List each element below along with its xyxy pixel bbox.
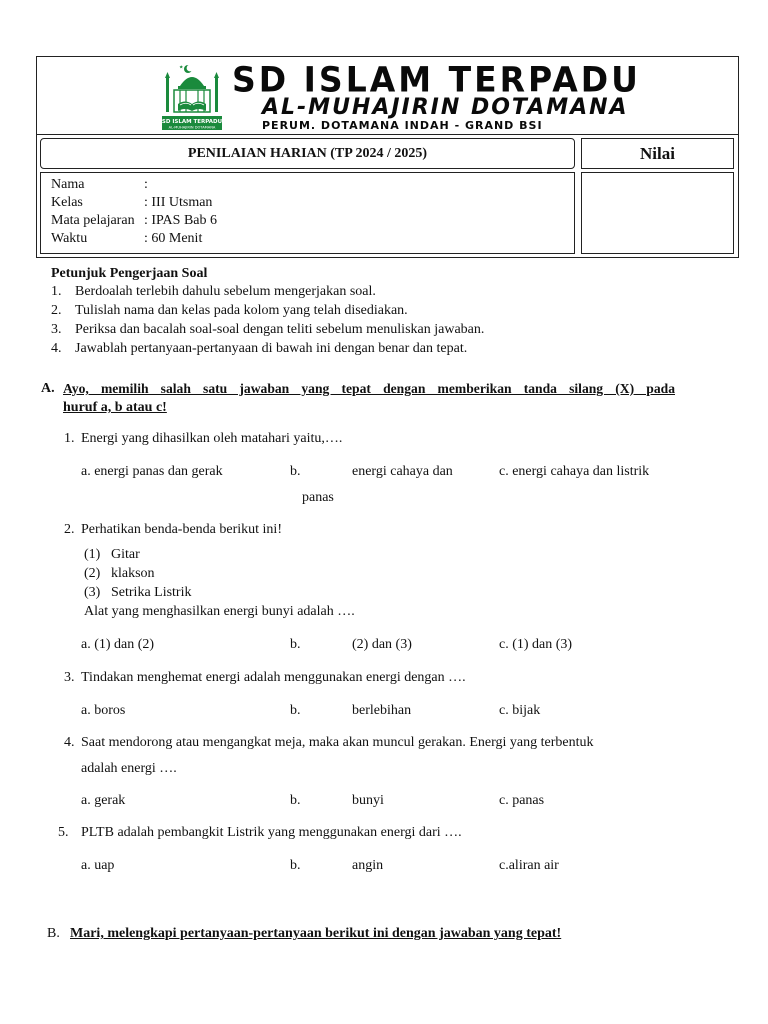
option-a[interactable]: a. uap [81, 858, 115, 873]
option-b[interactable]: (2) dan (3) [352, 637, 412, 652]
school-subtitle: AL-MUHAJIRIN DOTAMANA [262, 95, 629, 120]
option-a[interactable]: a. gerak [81, 793, 126, 808]
nilai-label: Nilai [581, 138, 734, 169]
svg-text:AL-MUHAJIRIN DOTAMANA: AL-MUHAJIRIN DOTAMANA [168, 125, 216, 130]
kelas-label: Kelas [51, 195, 83, 210]
section-a-instruction: Ayo, memilih salah satu jawaban yang tepat dengan memberikan tanda silang (X) pada [63, 381, 675, 396]
section-a-instruction-cont: huruf a, b atau c! [63, 400, 167, 415]
option-c[interactable]: c. bijak [499, 703, 541, 718]
option-c[interactable]: c. energi cahaya dan listrik [499, 464, 650, 479]
petunjuk-title: Petunjuk Pengerjaan Soal [51, 266, 208, 281]
petunjuk-num: 4. [51, 341, 62, 356]
question-number: 2. [64, 522, 75, 537]
petunjuk-num: 3. [51, 322, 62, 337]
question-text-cont: adalah energi …. [81, 761, 177, 776]
option-c[interactable]: c. (1) dan (3) [499, 637, 573, 652]
section-b-letter: B. [47, 926, 60, 941]
school-address: PERUM. DOTAMANA INDAH - GRAND BSI [262, 119, 543, 132]
option-b[interactable]: angin [352, 858, 384, 873]
option-b-label[interactable]: b. [290, 703, 301, 718]
question-text: Perhatikan benda-benda berikut ini! [81, 522, 282, 537]
petunjuk-num: 1. [51, 284, 62, 299]
waktu-label: Waktu [51, 231, 88, 246]
section-a-letter: A. [41, 381, 55, 396]
option-b-label[interactable]: b. [290, 858, 301, 873]
list-item: Setrika Listrik [111, 585, 192, 600]
list-num: (3) [84, 585, 101, 600]
mapel-value: : IPAS Bab 6 [144, 213, 218, 228]
option-a[interactable]: a. energi panas dan gerak [81, 464, 223, 479]
section-b-instruction: Mari, melengkapi pertanyaan-pertanyaan berikut ini dengan jawaban yang tepat! [70, 926, 562, 941]
petunjuk-item: Tulislah nama dan kelas pada kolom yang telah disediakan. [75, 303, 408, 318]
question-text: PLTB adalah pembangkit Listrik yang menggunakan energi dari …. [81, 825, 462, 840]
school-logo [160, 64, 224, 132]
option-b[interactable]: bunyi [352, 793, 384, 808]
option-b[interactable]: energi cahaya dan [352, 464, 453, 479]
option-b-label[interactable]: b. [290, 793, 301, 808]
option-b-label[interactable]: b. [290, 464, 301, 479]
list-item: klakson [111, 566, 155, 581]
question-stem: Alat yang menghasilkan energi bunyi adalah …. [84, 604, 355, 619]
list-num: (1) [84, 547, 101, 562]
question-text: Saat mendorong atau mengangkat meja, maka akan muncul gerakan. Energi yang terbentuk [81, 735, 594, 750]
question-number: 3. [64, 670, 75, 685]
option-c[interactable]: c. panas [499, 793, 545, 808]
petunjuk-item: Jawablah pertanyaan-pertanyaan di bawah ini dengan benar dan tepat. [75, 341, 468, 356]
waktu-value: : 60 Menit [144, 231, 203, 246]
question-text: Tindakan menghemat energi adalah menggunakan energi dengan …. [81, 670, 466, 685]
option-a[interactable]: a. boros [81, 703, 126, 718]
nama-value[interactable]: : [144, 177, 148, 192]
option-c[interactable]: c.aliran air [499, 858, 559, 873]
option-a[interactable]: a. (1) dan (2) [81, 637, 155, 652]
nilai-field[interactable] [581, 172, 734, 254]
exam-title: PENILAIAN HARIAN (TP 2024 / 2025) [40, 138, 575, 169]
list-item: Gitar [111, 547, 140, 562]
question-number: 4. [64, 735, 75, 750]
question-text: Energi yang dihasilkan oleh matahari yaitu,…. [81, 431, 343, 446]
school-name: SD ISLAM TERPADU [232, 59, 641, 100]
petunjuk-item: Berdoalah terlebih dahulu sebelum mengerjakan soal. [75, 284, 376, 299]
option-b-label[interactable]: b. [290, 637, 301, 652]
kelas-value: : III Utsman [144, 195, 213, 210]
option-b[interactable]: berlebihan [352, 703, 412, 718]
list-num: (2) [84, 566, 101, 581]
svg-text:SD ISLAM TERPADU: SD ISLAM TERPADU [161, 119, 223, 125]
petunjuk-item: Periksa dan bacalah soal-soal dengan teliti sebelum menuliskan jawaban. [75, 322, 485, 337]
petunjuk-num: 2. [51, 303, 62, 318]
question-number: 1. [64, 431, 75, 446]
option-b-cont[interactable]: panas [302, 490, 334, 505]
nama-label: Nama [51, 177, 85, 192]
question-number: 5. [58, 825, 69, 840]
mapel-label: Mata pelajaran [51, 213, 135, 228]
